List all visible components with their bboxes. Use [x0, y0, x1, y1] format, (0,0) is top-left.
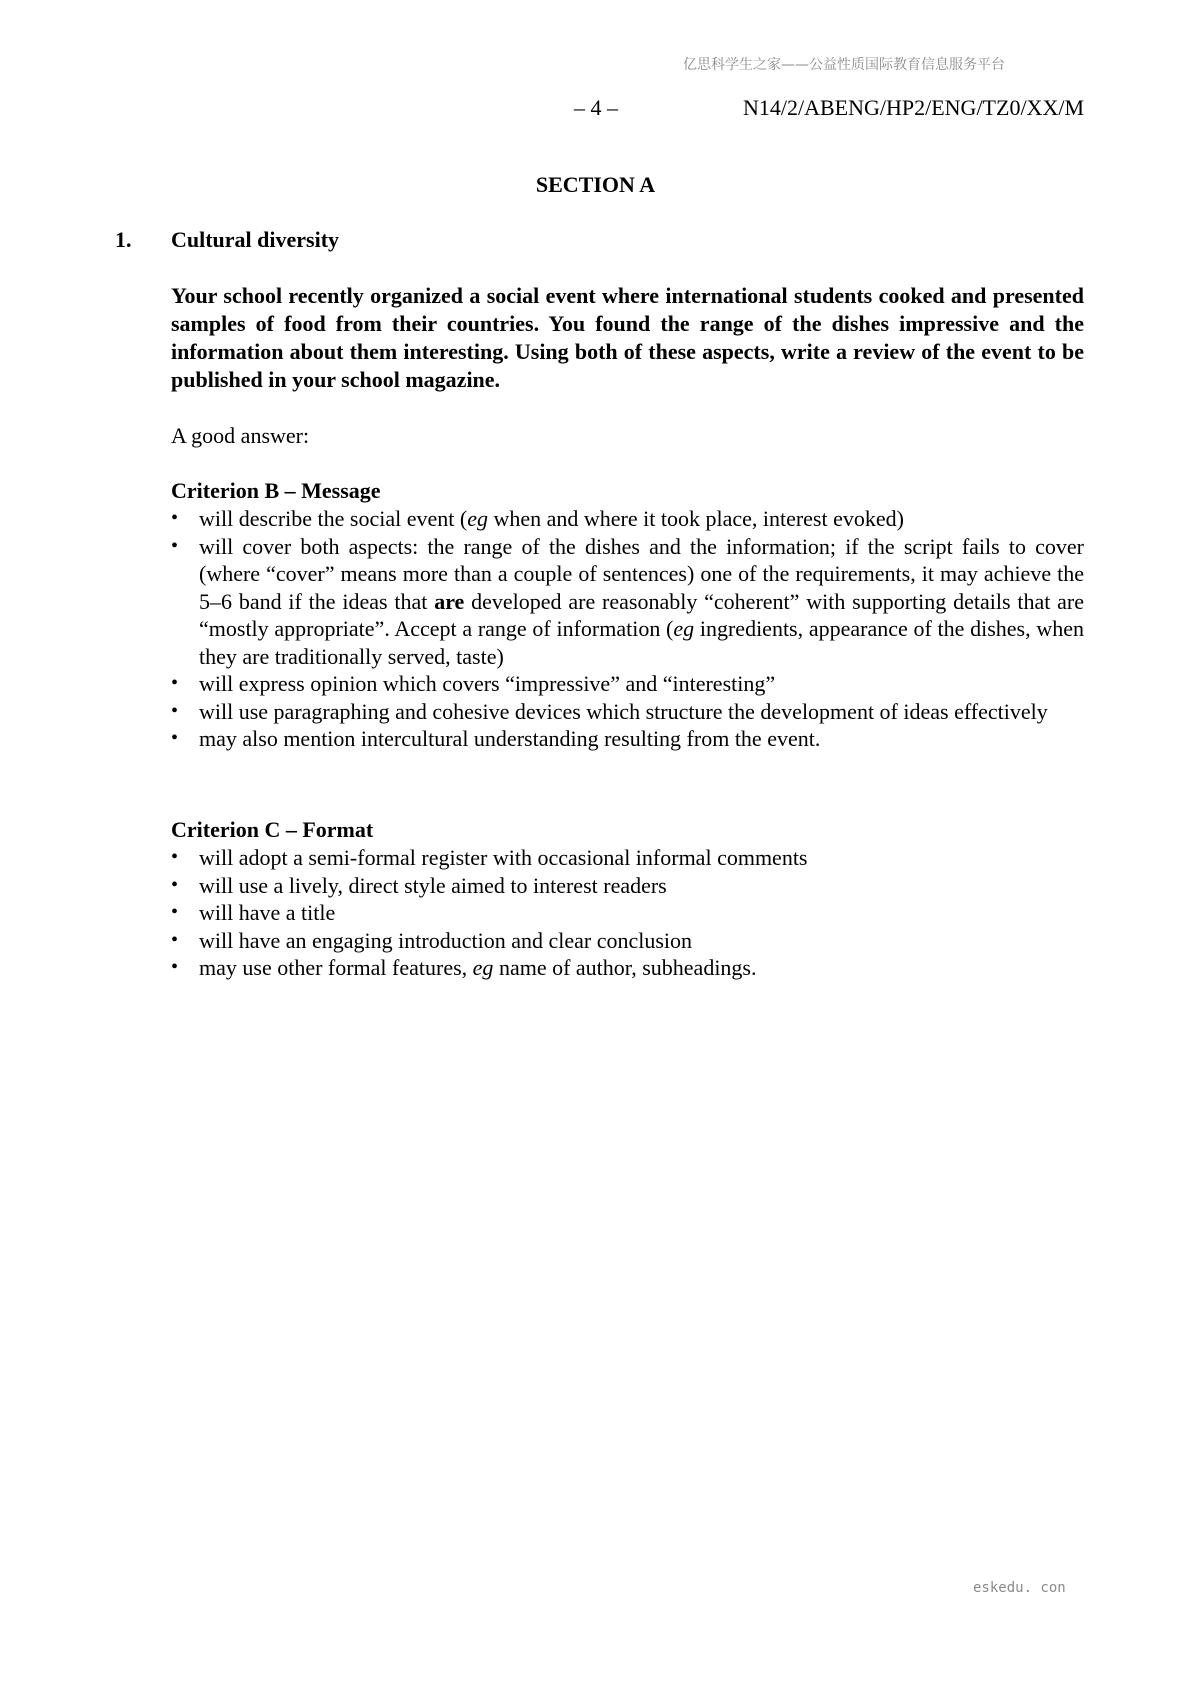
criterion-b-item — [171, 505, 1084, 533]
watermark-top: 亿思科学生之家——公益性质国际教育信息服务平台 — [683, 57, 1005, 73]
item-text: will describe the social event ( — [199, 506, 468, 531]
section-title: SECTION A — [535, 172, 656, 197]
item-text: will cover both aspects: the range of the dishes and the information; if the script fails to cover (where “cover” means more than a couple of sentences) one of the requirements, it may achieve the 5–6 band if the ideas that — [199, 533, 1084, 614]
answer-intro: A good answer: — [171, 423, 310, 448]
criterion-b-item — [171, 533, 1084, 671]
item-text: may use other formal features, — [199, 955, 473, 980]
item-emphasis: eg — [472, 955, 494, 980]
item-text: name of author, subheadings. — [493, 955, 757, 980]
criterion-c-item: • will have an engaging introduction and clear conclusion — [171, 927, 1084, 955]
item-strong: are — [434, 588, 465, 614]
criterion-c-item: • will have a title — [171, 899, 1084, 927]
criterion-b-item: • may also mention intercultural understanding resulting from the event. — [171, 725, 1084, 753]
question-title: Cultural diversity — [171, 227, 340, 252]
question-number: 1. — [115, 227, 132, 252]
item-emphasis: eg — [467, 506, 488, 531]
item-text: when and where it took place, interest evoked) — [487, 506, 904, 531]
item-text: ingredients, appearance of the dishes, when they are traditionally served, taste) — [199, 616, 1084, 669]
criterion-b-heading: Criterion B – Message — [171, 478, 381, 503]
criterion-b-item: • will use paragraphing and cohesive devices which structure the development of ideas effectively — [171, 698, 1084, 726]
criterion-c-item: • will adopt a semi-formal register with occasional informal comments — [171, 844, 1084, 872]
page-number: – 4 – — [574, 95, 618, 120]
criterion-c-item: • will use a lively, direct style aimed to interest readers — [171, 872, 1084, 900]
item-emphasis: eg — [673, 616, 695, 641]
criterion-b-list — [171, 505, 1084, 753]
criterion-c-list — [171, 844, 1084, 982]
criterion-b — [171, 477, 1084, 753]
question-prompt: Your school recently organized a social event where international students cooked and presented samples of food from their countries. You found the range of the dishes impressive and the information about them interesting. Using both of these aspects, write a review of the event to be published in your school magazine. — [171, 283, 1084, 392]
watermark-bottom: eskedu. con — [973, 1580, 1066, 1596]
criterion-c — [171, 816, 1084, 982]
criterion-b-item: • will express opinion which covers “impressive” and “interesting” — [171, 670, 1084, 698]
criterion-c-item — [171, 954, 1084, 982]
criterion-c-heading: Criterion C – Format — [171, 817, 374, 842]
document-code: N14/2/ABENG/HP2/ENG/TZ0/XX/M — [743, 95, 1084, 120]
item-text: developed are reasonably “coherent” with supporting details that are “mostly appropriate”. Accept a range of information ( — [199, 588, 1084, 641]
